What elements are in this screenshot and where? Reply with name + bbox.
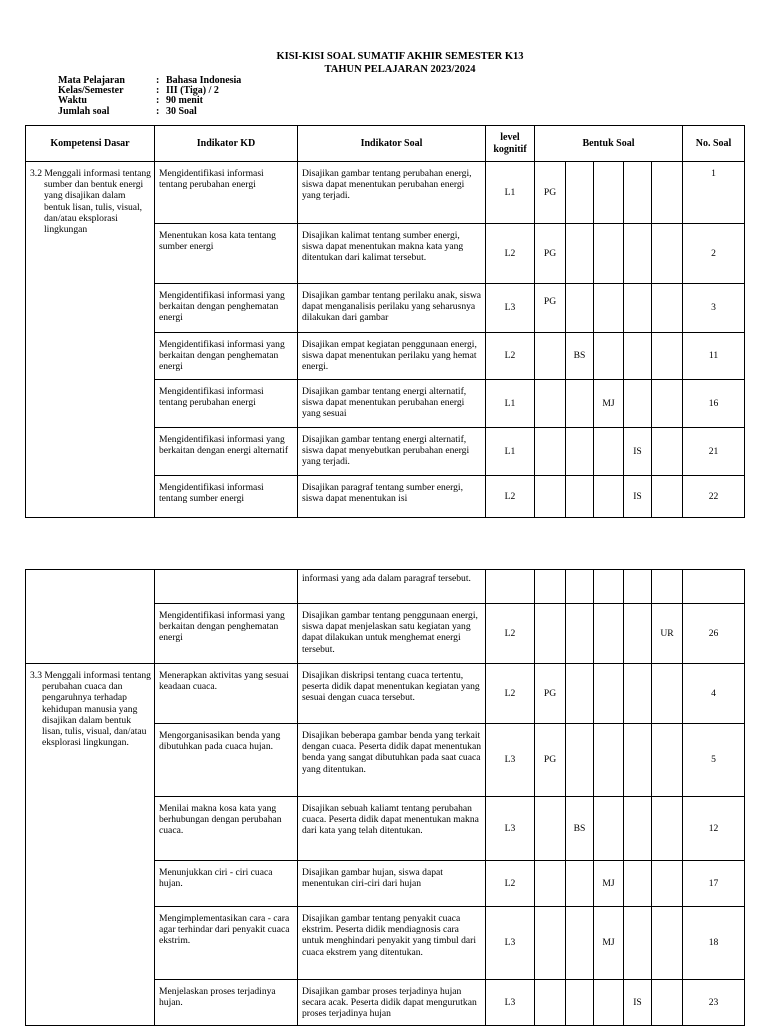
indikator-soal-cell: Disajikan gambar tentang perilaku anak, siswa dapat menganalisis perilaku yang seharusnya dilakukan dari gambar [298, 284, 486, 333]
indikator-soal-cell: Disajikan paragraf tentang sumber energi, siswa dapat menentukan isi [298, 476, 486, 518]
bentuk-mj-cell [594, 333, 624, 380]
bentuk-is-cell [624, 333, 652, 380]
bentuk-is-cell [624, 861, 652, 907]
bentuk-mj-cell [594, 284, 624, 333]
kisi-kisi-table-page2 [25, 569, 745, 1026]
bentuk-ur-cell [652, 162, 683, 224]
bentuk-pg-cell: PG [535, 664, 566, 724]
indikator-kd-cell: Mengorganisasikan benda yang dibutuhkan pada cuaca hujan. [155, 724, 298, 797]
level-cell: L3 [486, 907, 535, 980]
meta-label: Waktu [58, 95, 87, 107]
no-soal-cell: 23 [683, 980, 745, 1026]
table-row [26, 664, 745, 724]
bentuk-is-cell [624, 664, 652, 724]
no-soal-cell: 26 [683, 604, 745, 664]
level-cell: L3 [486, 284, 535, 333]
level-cell: L3 [486, 797, 535, 861]
level-cell: L3 [486, 980, 535, 1026]
meta-row [58, 107, 241, 117]
meta-colon: : [156, 75, 160, 86]
indikator-kd-cell [155, 570, 298, 604]
bentuk-pg-cell [535, 861, 566, 907]
no-soal-cell: 3 [683, 284, 745, 333]
indikator-kd-cell: Mengidentifikasi informasi yang berkaitan dengan penghematan energi [155, 333, 298, 380]
header-bentuk-soal: Bentuk Soal [535, 126, 683, 162]
bentuk-ur-cell [652, 664, 683, 724]
indikator-soal-cell: Disajikan gambar tentang energi alternatif, siswa dapat menentukan perubahan energi yang sesuai [298, 380, 486, 428]
meta-value: III (Tiga) / 2 [166, 85, 219, 97]
bentuk-mj-cell [594, 570, 624, 604]
bentuk-bs-cell [566, 724, 594, 797]
no-soal-cell [683, 570, 745, 604]
indikator-soal-cell: Disajikan gambar tentang energi alternatif, siswa dapat menyebutkan perubahan energi yang terjadi. [298, 428, 486, 476]
bentuk-pg-cell [535, 380, 566, 428]
bentuk-bs-cell [566, 224, 594, 284]
bentuk-pg-cell [535, 428, 566, 476]
bentuk-mj-cell [594, 476, 624, 518]
bentuk-mj-cell [594, 797, 624, 861]
indikator-soal-cell: Disajikan gambar tentang penggunaan energi, siswa dapat menjelaskan satu kegiatan yang dapat dilakukan untuk menghemat energi tersebut. [298, 604, 486, 664]
bentuk-mj-cell: MJ [594, 380, 624, 428]
indikator-kd-cell: Mengidentifikasi informasi tentang sumber energi [155, 476, 298, 518]
indikator-soal-cell: informasi yang ada dalam paragraf tersebut. [298, 570, 486, 604]
meta-label: Mata Pelajaran [58, 75, 125, 86]
bentuk-ur-cell [652, 224, 683, 284]
bentuk-is-cell [624, 380, 652, 428]
bentuk-mj-cell: MJ [594, 907, 624, 980]
no-soal-cell: 12 [683, 797, 745, 861]
document-subtitle: TAHUN PELAJARAN 2023/2024 [324, 64, 476, 75]
meta-block [58, 76, 241, 117]
kisi-kisi-table-page1 [25, 125, 745, 518]
indikator-soal-cell: Disajikan sebuah kaliamt tentang perubahan cuaca. Peserta didik dapat menentukan makna dari kata yang telah ditentukan. [298, 797, 486, 861]
bentuk-is-cell [624, 570, 652, 604]
kompetensi-dasar-cell [26, 664, 155, 1026]
bentuk-is-cell [624, 284, 652, 333]
kd-text: 3.3 Menggali informasi tentang perubahan cuaca dan pengaruhnya terhadap kehidupan manusia yang disajikan dalam bentuk lisan, tulis, visual, dan/atau eksplorasi lingkungan. [30, 670, 151, 749]
level-cell [486, 570, 535, 604]
no-soal-cell: 4 [683, 664, 745, 724]
meta-label: Jumlah soal [58, 105, 110, 117]
bentuk-bs-cell [566, 284, 594, 333]
no-soal-cell: 1 [683, 162, 745, 224]
header-indikator-soal: Indikator Soal [298, 126, 486, 162]
bentuk-bs-cell [566, 428, 594, 476]
bentuk-ur-cell [652, 797, 683, 861]
bentuk-pg-cell [535, 907, 566, 980]
meta-value: 90 menit [166, 95, 203, 107]
bentuk-ur-cell [652, 476, 683, 518]
bentuk-pg-cell [535, 797, 566, 861]
meta-value: 30 Soal [166, 105, 197, 117]
header-kompetensi-dasar: Kompetensi Dasar [26, 126, 155, 162]
bentuk-mj-cell [594, 224, 624, 284]
indikator-kd-cell: Mengidentifikasi informasi tentang perubahan energi [155, 380, 298, 428]
meta-colon: : [156, 95, 160, 107]
bentuk-pg-cell: PG [535, 224, 566, 284]
bentuk-is-cell [624, 162, 652, 224]
bentuk-ur-cell [652, 284, 683, 333]
bentuk-ur-cell [652, 980, 683, 1026]
indikator-kd-cell: Mengidentifikasi informasi yang berkaitan dengan penghematan energi [155, 284, 298, 333]
bentuk-ur-cell [652, 724, 683, 797]
indikator-soal-cell: Disajikan empat kegiatan penggunaan energi, siswa dapat menentukan perilaku yang hemat energi. [298, 333, 486, 380]
document-title: KISI-KISI SOAL SUMATIF AKHIR SEMESTER K13 [276, 51, 524, 62]
bentuk-mj-cell: MJ [594, 861, 624, 907]
bentuk-ur-cell [652, 428, 683, 476]
bentuk-bs-cell [566, 162, 594, 224]
level-cell: L1 [486, 428, 535, 476]
indikator-soal-cell: Disajikan gambar tentang penyakit cuaca ekstrim. Peserta didik mendiagnosis cara untuk menghindari penyakit yang timbul dari cuaca ekstrem yang ditentukan. [298, 907, 486, 980]
no-soal-cell: 16 [683, 380, 745, 428]
no-soal-cell: 21 [683, 428, 745, 476]
level-cell: L3 [486, 724, 535, 797]
bentuk-bs-cell [566, 604, 594, 664]
table-row [26, 162, 745, 224]
bentuk-pg-cell [535, 333, 566, 380]
table-header-row [26, 126, 745, 162]
bentuk-is-cell [624, 604, 652, 664]
bentuk-bs-cell [566, 907, 594, 980]
bentuk-pg-cell [535, 476, 566, 518]
meta-value: Bahasa Indonesia [166, 75, 242, 86]
bentuk-bs-cell: BS [566, 333, 594, 380]
level-cell: L2 [486, 333, 535, 380]
kompetensi-dasar-cell [26, 162, 155, 518]
bentuk-is-cell [624, 907, 652, 980]
level-cell: L1 [486, 162, 535, 224]
meta-label: Kelas/Semester [58, 85, 124, 97]
level-cell: L2 [486, 476, 535, 518]
kompetensi-dasar-cell [26, 570, 155, 664]
bentuk-is-cell [624, 724, 652, 797]
level-cell: L2 [486, 604, 535, 664]
indikator-kd-cell: Mengidentifikasi informasi tentang perubahan energi [155, 162, 298, 224]
kd-text: 3.2 Menggali informasi tentang sumber dan bentuk energi yang disajikan dalam bentuk lisan, tulis, visual, dan/atau eksplorasi lingkungan [30, 168, 151, 236]
indikator-soal-cell: Disajikan gambar tentang perubahan energi, siswa dapat menentukan perubahan energi yang terjadi. [298, 162, 486, 224]
bentuk-pg-cell [535, 570, 566, 604]
indikator-soal-cell: Disajikan gambar hujan, siswa dapat menentukan ciri-ciri dari hujan [298, 861, 486, 907]
indikator-kd-cell: Menunjukkan ciri - ciri cuaca hujan. [155, 861, 298, 907]
bentuk-bs-cell [566, 664, 594, 724]
indikator-kd-cell: Mengimplementasikan cara - cara agar terhindar dari penyakit cuaca ekstrim. [155, 907, 298, 980]
bentuk-is-cell: IS [624, 980, 652, 1026]
bentuk-mj-cell [594, 724, 624, 797]
meta-colon: : [156, 105, 160, 117]
bentuk-mj-cell [594, 604, 624, 664]
bentuk-mj-cell [594, 980, 624, 1026]
bentuk-bs-cell [566, 476, 594, 518]
bentuk-ur-cell [652, 861, 683, 907]
bentuk-is-cell [624, 224, 652, 284]
header-indikator-kd: Indikator KD [155, 126, 298, 162]
bentuk-bs-cell [566, 980, 594, 1026]
level-cell: L2 [486, 664, 535, 724]
indikator-kd-cell: Mengidentifikasi informasi yang berkaitan dengan penghematan energi [155, 604, 298, 664]
indikator-soal-cell: Disajikan diskripsi tentang cuaca tertentu, peserta didik dapat menentukan kegiatan yang sesuai dengan cuaca tersebut. [298, 664, 486, 724]
no-soal-cell: 17 [683, 861, 745, 907]
bentuk-pg-cell: PG [535, 724, 566, 797]
bentuk-bs-cell [566, 861, 594, 907]
bentuk-ur-cell [652, 333, 683, 380]
indikator-kd-cell: Menentukan kosa kata tentang sumber energi [155, 224, 298, 284]
bentuk-ur-cell [652, 570, 683, 604]
header-no-soal: No. Soal [683, 126, 745, 162]
no-soal-cell: 22 [683, 476, 745, 518]
bentuk-is-cell: IS [624, 428, 652, 476]
bentuk-is-cell [624, 797, 652, 861]
no-soal-cell: 2 [683, 224, 745, 284]
bentuk-mj-cell [594, 664, 624, 724]
indikator-kd-cell: Menerapkan aktivitas yang sesuai keadaan cuaca. [155, 664, 298, 724]
bentuk-bs-cell [566, 380, 594, 428]
indikator-kd-cell: Menjelaskan proses terjadinya hujan. [155, 980, 298, 1026]
level-cell: L1 [486, 380, 535, 428]
level-cell: L2 [486, 861, 535, 907]
bentuk-pg-cell: PG [535, 284, 566, 333]
indikator-soal-cell: Disajikan gambar proses terjadinya hujan secara acak. Peserta didik dapat mengurutkan proses terjadinya hujan [298, 980, 486, 1026]
indikator-kd-cell: Menilai makna kosa kata yang berhubungan dengan perubahan cuaca. [155, 797, 298, 861]
indikator-soal-cell: Disajikan kalimat tentang sumber energi, siswa dapat menentukan makna kata yang ditentukan dari kalimat tersebut. [298, 224, 486, 284]
header-level-kognitif: level kognitif [486, 126, 535, 162]
meta-colon: : [156, 85, 160, 97]
bentuk-bs-cell: BS [566, 797, 594, 861]
table-row-continued [26, 570, 745, 604]
bentuk-ur-cell [652, 380, 683, 428]
bentuk-is-cell: IS [624, 476, 652, 518]
no-soal-cell: 11 [683, 333, 745, 380]
bentuk-pg-cell [535, 980, 566, 1026]
bentuk-ur-cell [652, 907, 683, 980]
indikator-kd-cell: Mengidentifikasi informasi yang berkaitan dengan energi alternatif [155, 428, 298, 476]
indikator-soal-cell: Disajikan beberapa gambar benda yang terkait dengan cuaca. Peserta didik dapat menentukan benda yang sangat dibutuhkan pada saat cuaca yang ditentukan. [298, 724, 486, 797]
no-soal-cell: 5 [683, 724, 745, 797]
no-soal-cell: 18 [683, 907, 745, 980]
bentuk-pg-cell [535, 604, 566, 664]
bentuk-pg-cell: PG [535, 162, 566, 224]
bentuk-ur-cell: UR [652, 604, 683, 664]
bentuk-mj-cell [594, 428, 624, 476]
level-cell: L2 [486, 224, 535, 284]
bentuk-bs-cell [566, 570, 594, 604]
bentuk-mj-cell [594, 162, 624, 224]
